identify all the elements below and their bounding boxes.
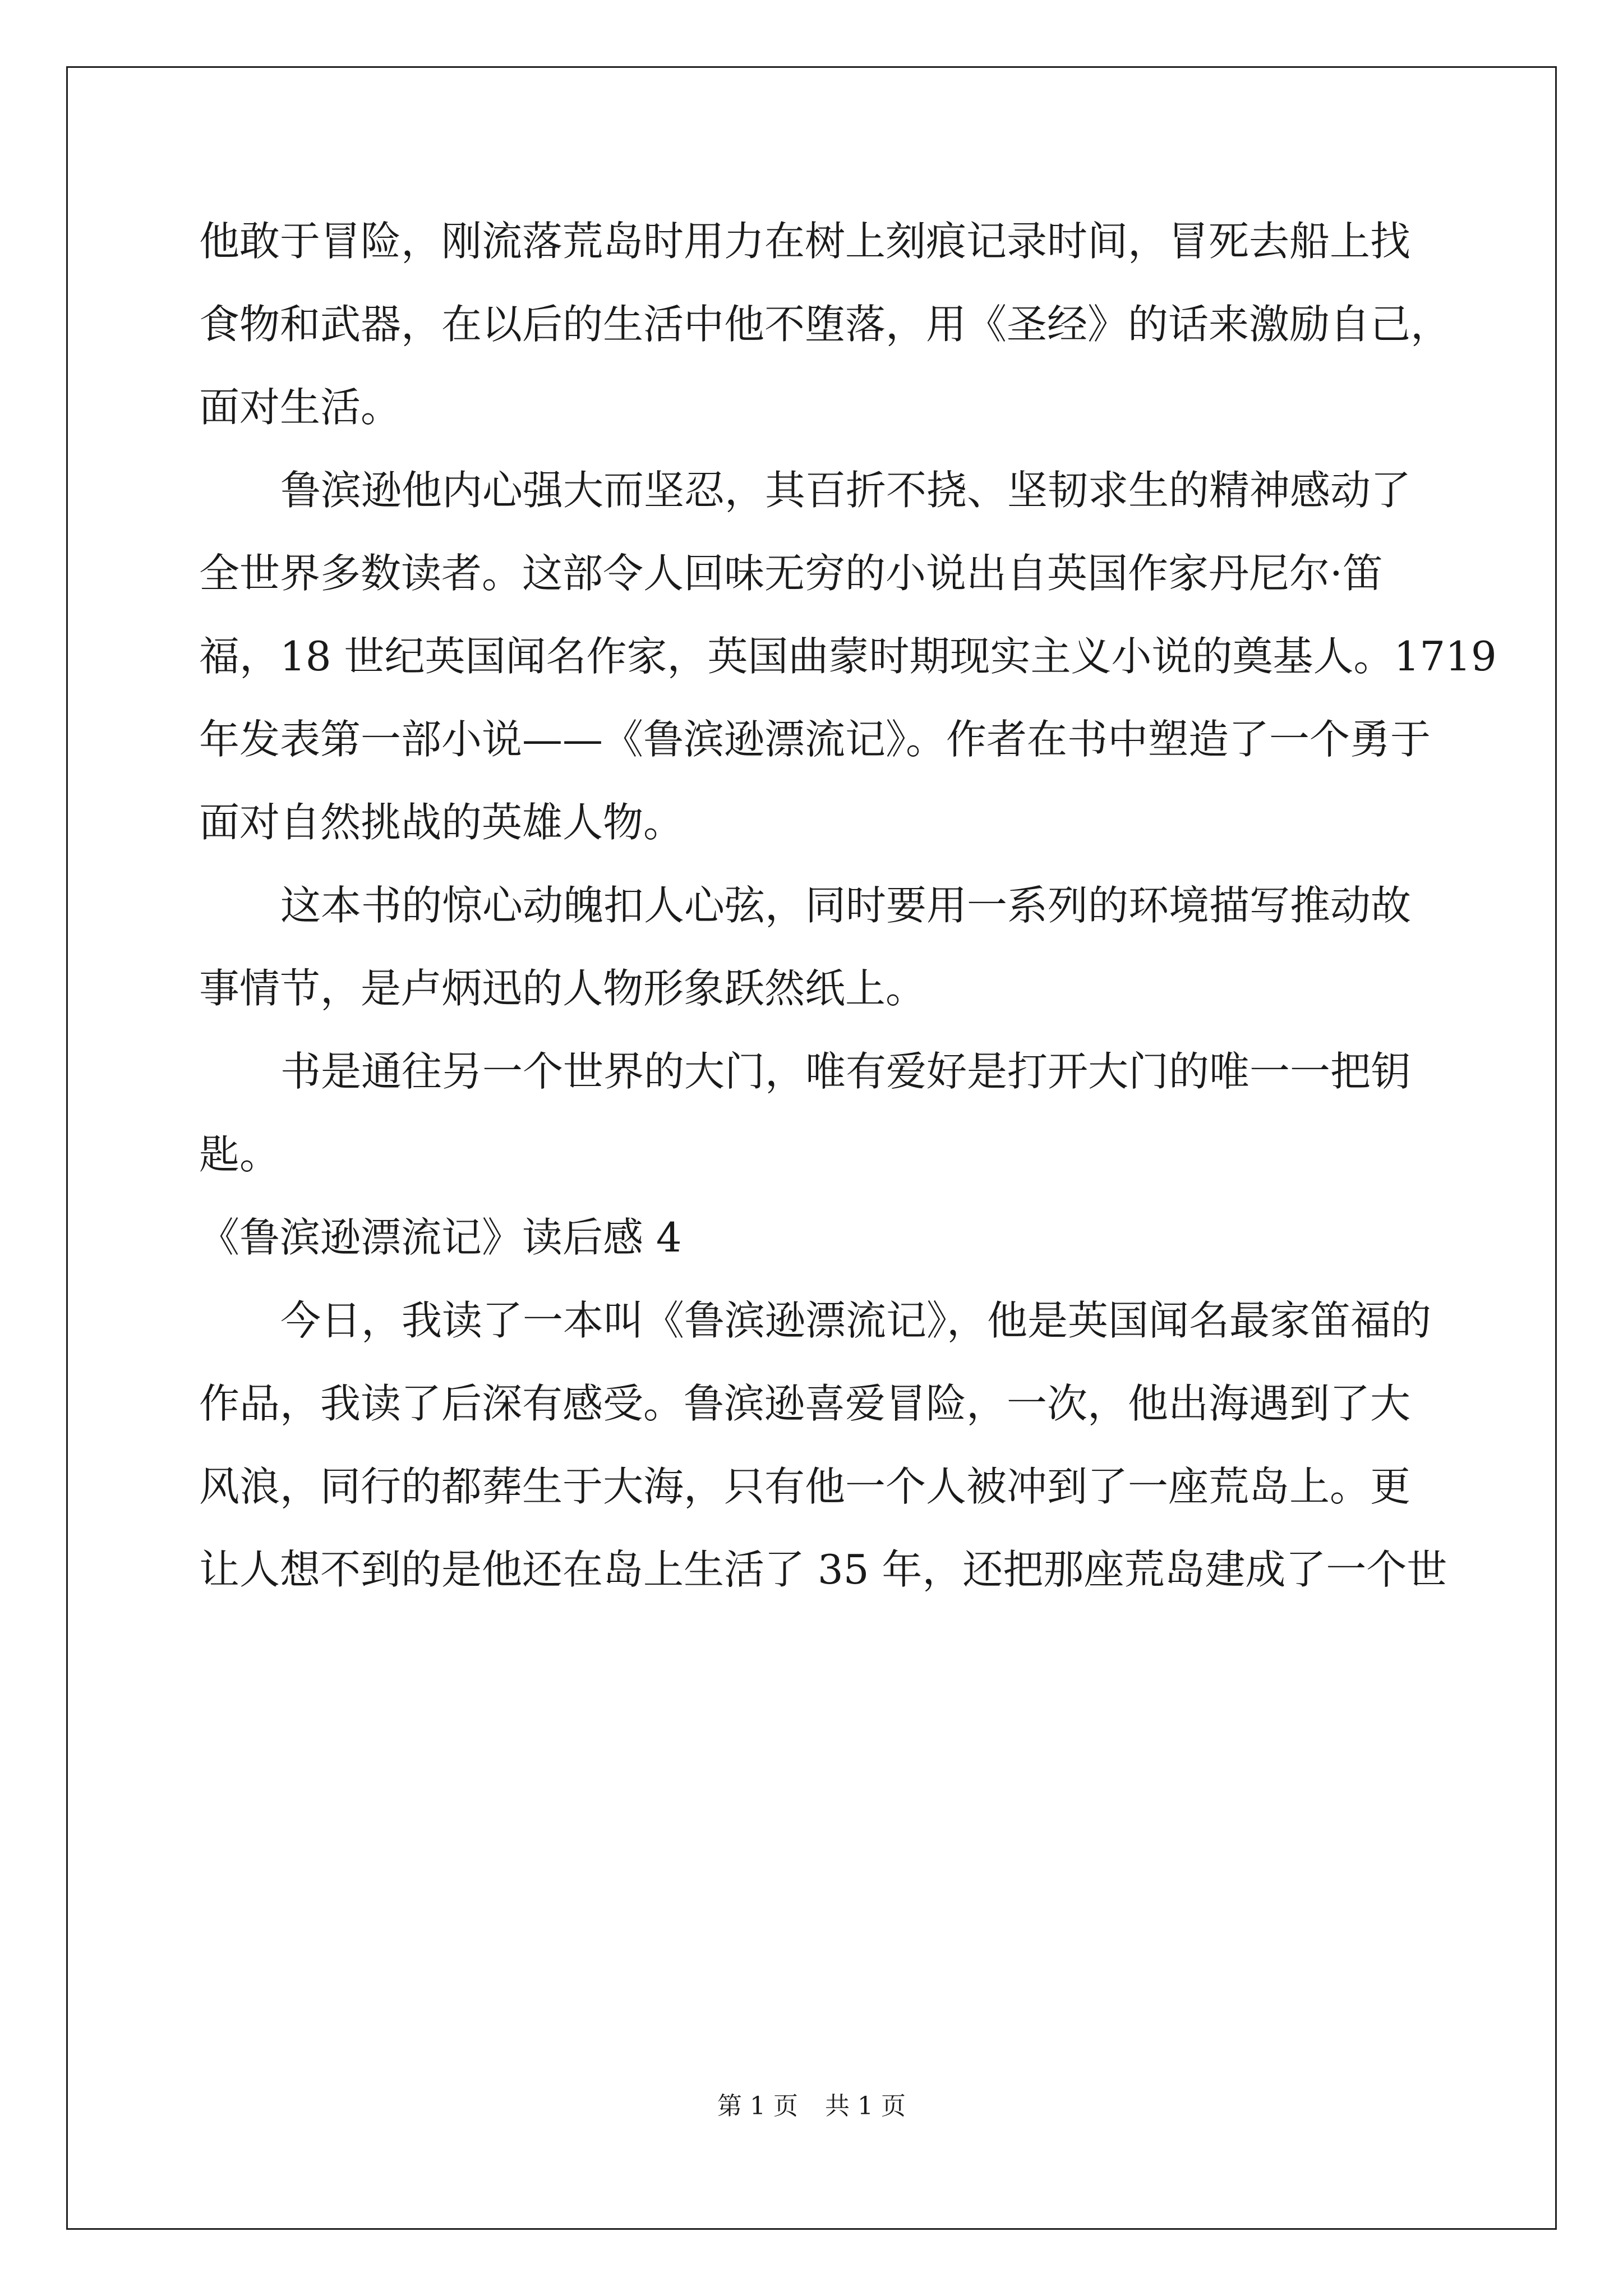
text-line: 福，18 世纪英国闻名作家，英国曲蒙时期现实主义小说的奠基人。1719 (199, 633, 1497, 680)
page-footer (0, 2090, 1623, 2123)
paragraph-first-line: 书是通往另一个世界的大门，唯有爱好是打开大门的唯一一把钥 (280, 1048, 1412, 1095)
page-number-current: 第 1 页 (717, 2092, 798, 2120)
paragraph-first-line: 今日，我读了一本叫《鲁滨逊漂流记》，他是英国闻名最家笛福的 (280, 1297, 1432, 1344)
text-line: 作品，我读了后深有感受。鲁滨逊喜爱冒险，一次，他出海遇到了大 (199, 1380, 1411, 1427)
paragraph-first-line: 这本书的惊心动魄扣人心弦，同时要用一系列的环境描写推动故 (280, 882, 1412, 929)
text-line: 面对自然挑战的英雄人物。 (199, 799, 684, 846)
text-line: 风浪，同行的都葬生于大海，只有他一个人被冲到了一座荒岛上。更 (199, 1463, 1411, 1510)
text-line: 让人想不到的是他还在岛上生活了 35 年，还把那座荒岛建成了一个世 (199, 1546, 1447, 1593)
paragraph-first-line: 鲁滨逊他内心强大而坚忍，其百折不挠、坚韧求生的精神感动了 (280, 467, 1412, 514)
text-line: 匙。 (199, 1131, 280, 1178)
text-line: 面对生活。 (199, 384, 402, 431)
section-heading: 《鲁滨逊漂流记》读后感 4 (199, 1214, 682, 1261)
text-line: 全世界多数读者。这部令人回味无穷的小说出自英国作家丹尼尔·笛 (199, 550, 1383, 597)
text-line: 事情节，是卢炳迅的人物形象跃然纸上。 (199, 965, 926, 1012)
text-line: 他敢于冒险，刚流落荒岛时用力在树上刻痕记录时间，冒死去船上找 (199, 218, 1411, 265)
text-line: 年发表第一部小说——《鲁滨逊漂流记》。作者在书中塑造了一个勇于 (199, 716, 1431, 763)
text-line: 食物和武器，在以后的生活中他不堕落，用《圣经》的话来激励自己， (199, 301, 1451, 348)
page-number-total: 共 1 页 (825, 2092, 906, 2120)
